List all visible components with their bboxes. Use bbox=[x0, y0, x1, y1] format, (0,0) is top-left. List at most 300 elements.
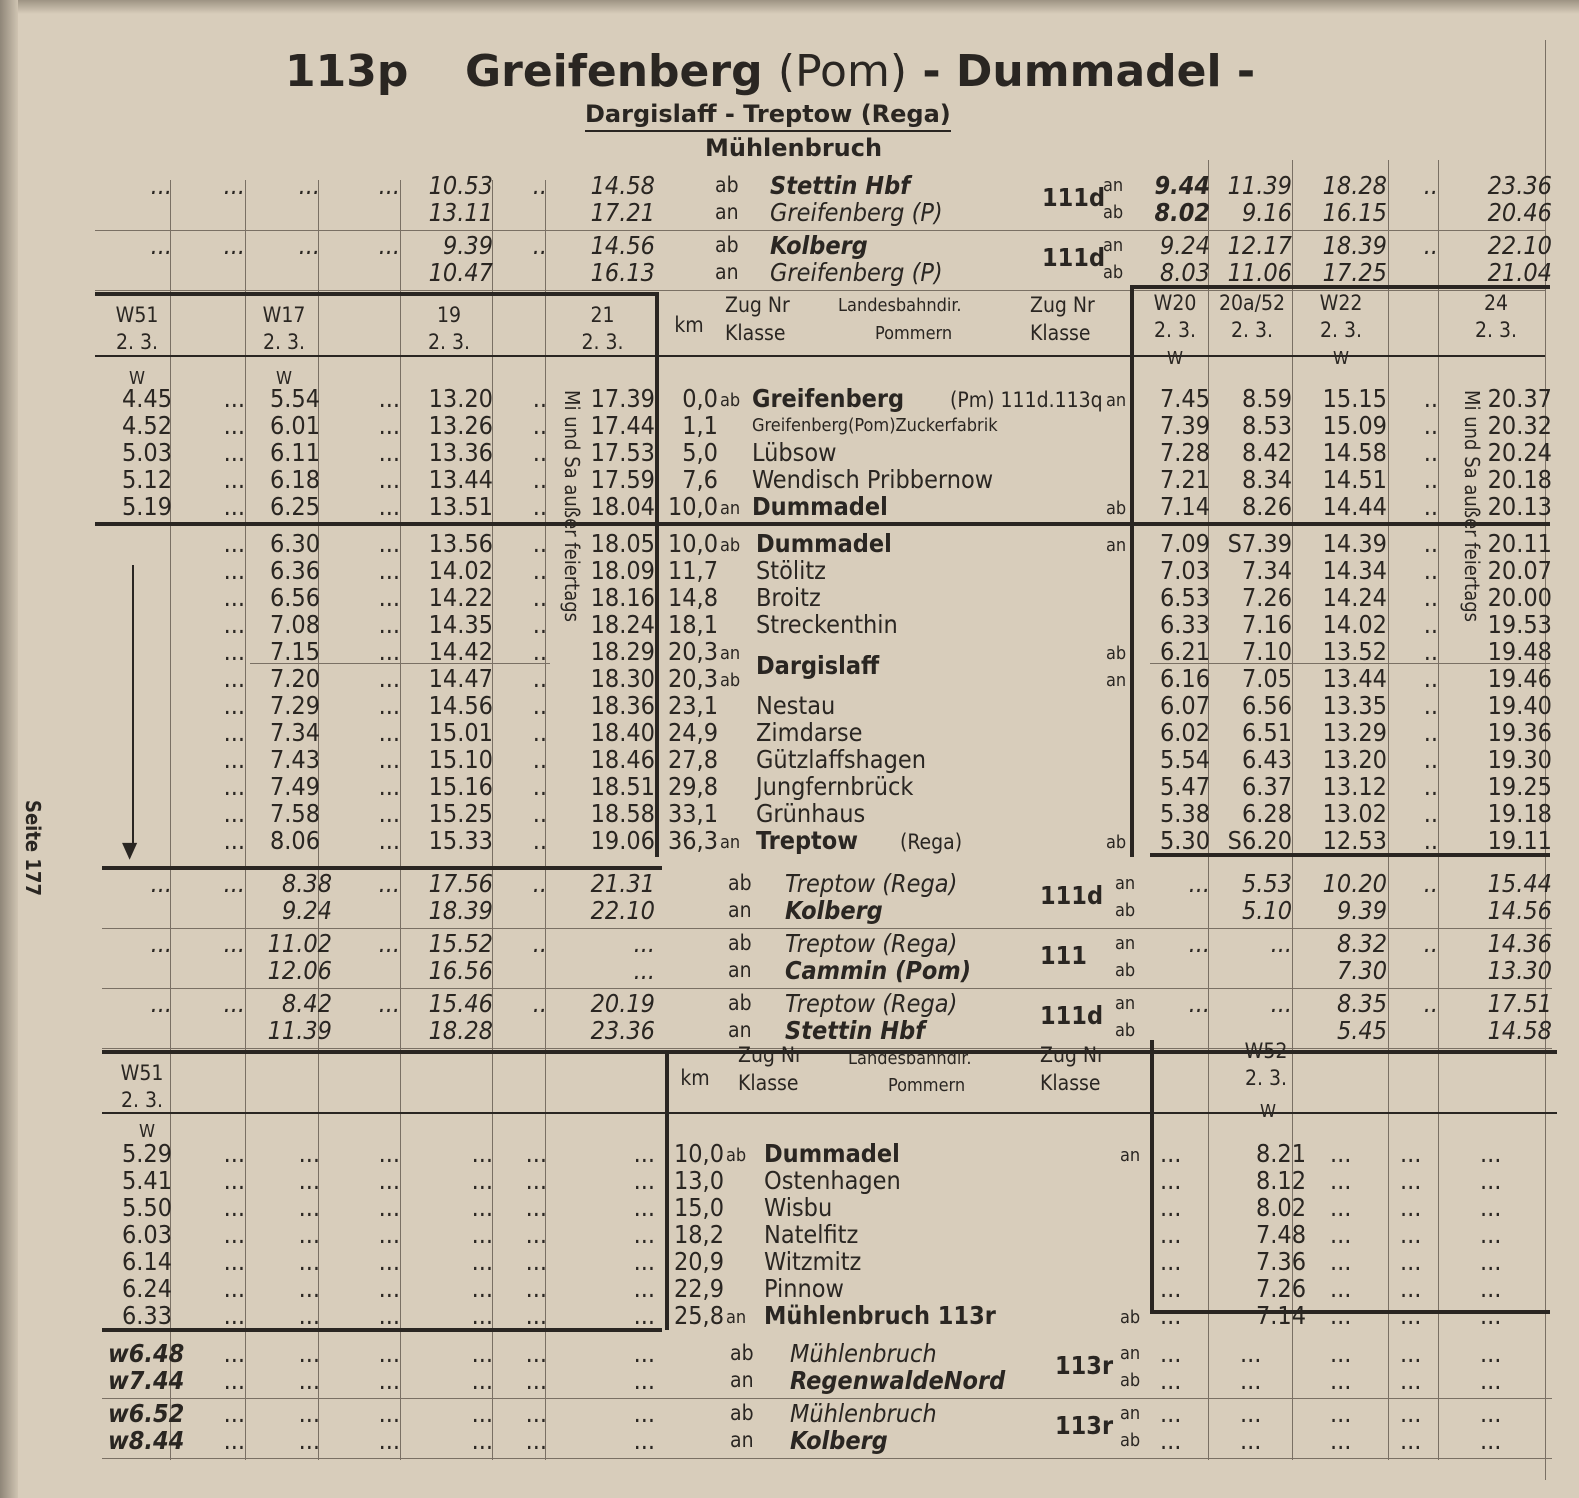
departure-time: 6.25 bbox=[269, 492, 320, 521]
departure-time: 6.16 bbox=[1159, 664, 1210, 693]
connection-time: ... bbox=[223, 989, 245, 1018]
departure-time: 17.44 bbox=[590, 411, 655, 440]
ab-an-label: an bbox=[1106, 535, 1127, 556]
connection-time: 9.39 10.47 bbox=[428, 231, 493, 287]
departure-time: 7.14 bbox=[1255, 1301, 1306, 1330]
departure-time: .. bbox=[532, 691, 547, 720]
station-dargislaff: Dargislaff bbox=[756, 651, 880, 680]
empty-dots: ... bbox=[525, 1193, 547, 1222]
departure-time: 15.15 bbox=[1322, 384, 1387, 413]
departure-time: ... bbox=[223, 465, 245, 494]
connection-time: 11.02 12.06 bbox=[267, 929, 332, 985]
connection-to: RegenwaldeNord bbox=[790, 1366, 1006, 1395]
departure-time: 14.34 bbox=[1322, 556, 1387, 585]
connection-time: ... bbox=[150, 869, 172, 898]
departure-time: .. bbox=[1423, 691, 1438, 720]
ab-label: ab bbox=[1103, 262, 1124, 283]
station-name: Zimdarse bbox=[756, 718, 863, 747]
an-label: an bbox=[715, 200, 739, 224]
empty-dots: ... ... bbox=[471, 1339, 493, 1395]
empty-dots: ... bbox=[378, 1220, 400, 1249]
km-value: 5,0 bbox=[682, 438, 718, 467]
zug-nr-label: Zug Nr bbox=[738, 1043, 803, 1067]
weekday-marker: W bbox=[138, 1121, 155, 1142]
departure-time: 19.18 bbox=[1487, 799, 1552, 828]
empty-dots: ... ... bbox=[1240, 1339, 1262, 1395]
departure-time: 4.52 bbox=[121, 411, 172, 440]
departure-time: 7.36 bbox=[1255, 1247, 1306, 1276]
empty-dots: ... ... bbox=[1480, 1339, 1502, 1395]
departure-time: 6.11 bbox=[269, 438, 320, 467]
empty-dots: ... bbox=[633, 1301, 655, 1330]
ab-label: ab bbox=[728, 931, 752, 955]
departure-time: ... bbox=[378, 492, 400, 521]
ab-an-label: ab bbox=[1120, 1307, 1141, 1328]
km-value: 23,1 bbox=[667, 691, 718, 720]
departure-time: ... bbox=[378, 529, 400, 558]
departure-time: 8.06 bbox=[269, 826, 320, 855]
ab-label: ab bbox=[715, 173, 739, 197]
departure-time: .. bbox=[1423, 583, 1438, 612]
departure-time: .. bbox=[1423, 465, 1438, 494]
departure-time: 5.41 bbox=[121, 1166, 172, 1195]
departure-time: 20.24 bbox=[1487, 438, 1552, 467]
departure-time: 7.20 bbox=[269, 664, 320, 693]
empty-dots: ... bbox=[471, 1166, 493, 1195]
km-value: 20,9 bbox=[673, 1247, 724, 1276]
an-label: an bbox=[728, 958, 752, 982]
departure-time: 13.36 bbox=[428, 438, 493, 467]
departure-time: ... bbox=[223, 772, 245, 801]
km-value: 24,9 bbox=[667, 718, 718, 747]
connection-time: 14.36 13.30 bbox=[1487, 929, 1552, 985]
departure-time: .. bbox=[1423, 826, 1438, 855]
departure-time: 15.10 bbox=[428, 745, 493, 774]
connection-from: Mühlenbruch bbox=[790, 1399, 937, 1428]
ab-an-label: ab bbox=[1106, 498, 1127, 519]
train-number: W20 2. 3. bbox=[1153, 291, 1197, 342]
empty-dots: ... bbox=[1400, 1301, 1422, 1330]
departure-time: 8.34 bbox=[1241, 465, 1292, 494]
departure-time: 6.56 bbox=[269, 583, 320, 612]
departure-time: 8.42 bbox=[1241, 438, 1292, 467]
arrow-down-icon: ▼ bbox=[122, 838, 138, 863]
departure-time: 18.24 bbox=[590, 610, 655, 639]
connection-time: 8.32 7.30 bbox=[1336, 929, 1387, 985]
departure-time: 7.14 bbox=[1159, 492, 1210, 521]
departure-time: 19.25 bbox=[1487, 772, 1552, 801]
station-extra: (Pm) 111d.113q bbox=[950, 388, 1103, 412]
departure-time: 13.02 bbox=[1322, 799, 1387, 828]
connection-time: ... bbox=[1188, 869, 1210, 898]
ab-label: ab bbox=[730, 1341, 754, 1365]
station-name: Grünhaus bbox=[756, 799, 866, 828]
departure-time: 17.39 bbox=[590, 384, 655, 413]
departure-time: .. bbox=[532, 826, 547, 855]
departure-time: ... bbox=[378, 556, 400, 585]
empty-dots: ... bbox=[1480, 1166, 1502, 1195]
departure-time: 14.02 bbox=[428, 556, 493, 585]
departure-time: 13.29 bbox=[1322, 718, 1387, 747]
departure-time: 20.11 bbox=[1487, 529, 1552, 558]
connection-route: 111d bbox=[1042, 183, 1106, 212]
rule-line bbox=[1150, 853, 1550, 857]
empty-dots: ... bbox=[378, 1139, 400, 1168]
connection-time: ... bbox=[223, 171, 245, 200]
connection-time: 21.31 22.10 bbox=[590, 869, 655, 925]
departure-time: 6.36 bbox=[269, 556, 320, 585]
connection-time: 8.38 9.24 bbox=[281, 869, 332, 925]
zug-nr-label: Zug Nr bbox=[1030, 293, 1095, 317]
zug-nr-label: Zug Nr bbox=[1040, 1043, 1105, 1067]
connection-route: 111d bbox=[1040, 1001, 1104, 1030]
departure-time: 19.36 bbox=[1487, 718, 1552, 747]
connection-time: ... bbox=[1188, 989, 1210, 1018]
empty-dots: ... bbox=[633, 1139, 655, 1168]
connection-time: .. bbox=[532, 231, 547, 260]
an-label: an bbox=[1120, 1343, 1141, 1364]
departure-time: 20.18 bbox=[1487, 465, 1552, 494]
connection-to: Greifenberg (P) bbox=[770, 258, 943, 287]
empty-dots: ... bbox=[633, 1166, 655, 1195]
empty-dots: ... bbox=[378, 1274, 400, 1303]
departure-time: 7.43 bbox=[269, 745, 320, 774]
weekday-marker: W bbox=[275, 368, 292, 389]
empty-dots: ... bbox=[633, 1220, 655, 1249]
departure-time: .. bbox=[1423, 799, 1438, 828]
connection-time: ... bbox=[150, 929, 172, 958]
km-value: 20,3 bbox=[667, 664, 718, 693]
departure-time: 17.53 bbox=[590, 438, 655, 467]
departure-time: 18.58 bbox=[590, 799, 655, 828]
departure-time: .. bbox=[532, 583, 547, 612]
subtitle-route: Dargislaff - Treptow (Rega) bbox=[585, 100, 951, 132]
departure-time: .. bbox=[532, 637, 547, 666]
scan-top-edge bbox=[0, 0, 1579, 14]
departure-time: 19.06 bbox=[590, 826, 655, 855]
train-number: W22 2. 3. bbox=[1319, 291, 1363, 342]
empty-dots: ... bbox=[1330, 1247, 1352, 1276]
empty-dots: ... bbox=[1400, 1220, 1422, 1249]
an-label: an bbox=[730, 1368, 754, 1392]
empty-dots: ... ... bbox=[1240, 1399, 1262, 1455]
departure-time: 6.30 bbox=[269, 529, 320, 558]
departure-time: 20.32 bbox=[1487, 411, 1552, 440]
departure-time: 18.40 bbox=[590, 718, 655, 747]
ab-an-label: an bbox=[720, 498, 741, 519]
title-end: - Dummadel - bbox=[922, 46, 1256, 97]
empty-dots: ... bbox=[471, 1274, 493, 1303]
connection-to: Cammin (Pom) bbox=[785, 956, 972, 985]
departure-time: 14.47 bbox=[428, 664, 493, 693]
departure-time: ... bbox=[223, 664, 245, 693]
departure-time: .. bbox=[532, 745, 547, 774]
departure-time: 14.22 bbox=[428, 583, 493, 612]
departure-time: ... bbox=[223, 745, 245, 774]
empty-dots: ... bbox=[298, 1166, 320, 1195]
departure-time: 7.39 bbox=[1159, 411, 1210, 440]
ab-label: ab bbox=[1103, 202, 1124, 223]
empty-dots: ... bbox=[633, 1193, 655, 1222]
an-label: an bbox=[1115, 933, 1136, 954]
connection-time: 22.10 21.04 bbox=[1487, 231, 1552, 287]
departure-time: .. bbox=[532, 718, 547, 747]
table-number: 113p bbox=[285, 46, 409, 97]
direction-label: Landesbahndir. bbox=[838, 295, 962, 316]
connection-time: .. bbox=[532, 929, 547, 958]
connection-from: Treptow (Rega) bbox=[785, 929, 958, 958]
departure-time: 7.16 bbox=[1241, 610, 1292, 639]
departure-time: 7.58 bbox=[269, 799, 320, 828]
empty-dots: ... ... bbox=[378, 1339, 400, 1395]
ab-an-label: an bbox=[720, 832, 741, 853]
station-extra: (Rega) bbox=[900, 830, 963, 854]
departure-time: ... bbox=[378, 465, 400, 494]
km-value: 33,1 bbox=[667, 799, 718, 828]
departure-time: 13.26 bbox=[428, 411, 493, 440]
departure-time: ... bbox=[223, 691, 245, 720]
connection-time: 5.53 5.10 bbox=[1241, 869, 1292, 925]
title-pom: (Pom) bbox=[777, 46, 907, 97]
an-label: an bbox=[728, 1018, 752, 1042]
ab-an-label: ab bbox=[720, 535, 741, 556]
empty-dots: ... bbox=[223, 1247, 245, 1276]
departure-time: 13.44 bbox=[1322, 664, 1387, 693]
train-number: 21 2. 3. bbox=[581, 303, 624, 354]
departure-time: 20.00 bbox=[1487, 583, 1552, 612]
departure-time: ... bbox=[223, 637, 245, 666]
departure-time: ... bbox=[223, 492, 245, 521]
departure-time: .. bbox=[532, 492, 547, 521]
station-name: Stölitz bbox=[756, 556, 826, 585]
ab-an-label: an bbox=[1106, 390, 1127, 411]
departure-time: 7.09 bbox=[1159, 529, 1210, 558]
departure-time: 8.02 bbox=[1255, 1193, 1306, 1222]
departure-time: 6.07 bbox=[1159, 691, 1210, 720]
departure-time: 6.21 bbox=[1159, 637, 1210, 666]
departure-time: 7.26 bbox=[1241, 583, 1292, 612]
empty-dots: ... bbox=[223, 1220, 245, 1249]
empty-dots: ... bbox=[1330, 1274, 1352, 1303]
km-value: 11,7 bbox=[667, 556, 718, 585]
departure-time: 20.37 bbox=[1487, 384, 1552, 413]
departure-time: .. bbox=[532, 465, 547, 494]
ab-an-label: an bbox=[1120, 1145, 1141, 1166]
empty-dots: ... bbox=[1160, 1193, 1182, 1222]
empty-dots: ... ... bbox=[1400, 1399, 1422, 1455]
departure-time: 13.35 bbox=[1322, 691, 1387, 720]
rule-line bbox=[250, 663, 550, 664]
departure-time: 15.16 bbox=[428, 772, 493, 801]
empty-dots: ... bbox=[1480, 1220, 1502, 1249]
column-rule bbox=[1150, 1040, 1154, 1312]
connection-route: 111 bbox=[1040, 941, 1087, 970]
connection-time: 17.56 18.39 bbox=[428, 869, 493, 925]
departure-time: ... bbox=[378, 384, 400, 413]
ab-an-label: an bbox=[1106, 670, 1127, 691]
connection-time: 18.28 16.15 bbox=[1322, 171, 1387, 227]
empty-dots: ... ... bbox=[1400, 1339, 1422, 1395]
connection-time: ... bbox=[378, 929, 400, 958]
direction-region: Pommern bbox=[875, 323, 953, 344]
km-value: 14,8 bbox=[667, 583, 718, 612]
empty-dots: ... bbox=[1400, 1139, 1422, 1168]
departure-time: 6.14 bbox=[121, 1247, 172, 1276]
connection-time: 11.39 9.16 bbox=[1227, 171, 1292, 227]
km-value: 22,9 bbox=[673, 1274, 724, 1303]
ab-label: ab bbox=[728, 991, 752, 1015]
train-number: 24 2. 3. bbox=[1474, 291, 1518, 342]
train-number: W51 2. 3. bbox=[120, 1061, 164, 1112]
departure-time: 5.29 bbox=[121, 1139, 172, 1168]
station-name: Dummadel bbox=[752, 492, 888, 521]
km-value: 7,6 bbox=[682, 465, 718, 494]
departure-time: ... bbox=[378, 583, 400, 612]
departure-time: 13.56 bbox=[428, 529, 493, 558]
departure-time: .. bbox=[532, 438, 547, 467]
departure-time: ... bbox=[223, 384, 245, 413]
km-value: 10,0 bbox=[667, 529, 718, 558]
connection-time: .. bbox=[1423, 869, 1438, 898]
connection-time: ... bbox=[1270, 929, 1292, 958]
empty-dots: ... ... bbox=[525, 1339, 547, 1395]
connection-time: ... bbox=[223, 231, 245, 260]
station-name: Dummadel bbox=[756, 529, 892, 558]
connection-to: Kolberg bbox=[790, 1426, 888, 1455]
empty-dots: ... bbox=[633, 1274, 655, 1303]
connection-time: ... bbox=[150, 171, 172, 200]
departure-time: .. bbox=[1423, 610, 1438, 639]
scan-left-edge bbox=[0, 0, 18, 1498]
departure-time: .. bbox=[1423, 492, 1438, 521]
ab-label: ab bbox=[715, 233, 739, 257]
departure-time: 5.12 bbox=[121, 465, 172, 494]
footnote-left: Mi und Sa außer feiertags bbox=[560, 390, 584, 623]
connection-time: 23.36 20.46 bbox=[1487, 171, 1552, 227]
departure-time: 13.44 bbox=[428, 465, 493, 494]
departure-time: 7.34 bbox=[1241, 556, 1292, 585]
empty-dots: ... bbox=[1480, 1139, 1502, 1168]
departure-time: ... bbox=[223, 799, 245, 828]
empty-dots: ... bbox=[1330, 1301, 1352, 1330]
departure-time: 20.13 bbox=[1487, 492, 1552, 521]
empty-dots: ... bbox=[1400, 1247, 1422, 1276]
departure-time: .. bbox=[1423, 745, 1438, 774]
an-label: an bbox=[728, 898, 752, 922]
connection-route: 113r bbox=[1055, 1351, 1114, 1380]
departure-time: .. bbox=[532, 664, 547, 693]
empty-dots: ... ... bbox=[1330, 1339, 1352, 1395]
station-name: Lübsow bbox=[752, 438, 837, 467]
empty-dots: ... bbox=[298, 1193, 320, 1222]
departure-time: 6.43 bbox=[1241, 745, 1292, 774]
connection-time: ... bbox=[378, 171, 400, 200]
connection-time: 8.35 5.45 bbox=[1336, 989, 1387, 1045]
station-name: Greifenberg(Pom)Zuckerfabrik bbox=[752, 415, 998, 436]
connection-time: 10.53 13.11 bbox=[428, 171, 493, 227]
departure-time: 18.16 bbox=[590, 583, 655, 612]
departure-time: 7.28 bbox=[1159, 438, 1210, 467]
departure-time: .. bbox=[1423, 556, 1438, 585]
departure-time: ... bbox=[223, 411, 245, 440]
rule-line bbox=[102, 1458, 1552, 1459]
empty-dots: ... bbox=[298, 1274, 320, 1303]
connection-time: ... bbox=[223, 869, 245, 898]
departure-time: .. bbox=[532, 610, 547, 639]
empty-dots: ... ... bbox=[525, 1399, 547, 1455]
connection-time: 17.51 14.58 bbox=[1487, 989, 1552, 1045]
station-name: Wisbu bbox=[764, 1193, 833, 1222]
an-label: an bbox=[1103, 175, 1124, 196]
departure-time: .. bbox=[1423, 438, 1438, 467]
connection-time: w6.52 w8.44 bbox=[108, 1399, 185, 1455]
departure-time: 15.25 bbox=[428, 799, 493, 828]
departure-time: 6.03 bbox=[121, 1220, 172, 1249]
train-number: W52 2. 3. bbox=[1244, 1039, 1288, 1090]
departure-time: 18.36 bbox=[590, 691, 655, 720]
departure-time: 6.33 bbox=[121, 1301, 172, 1330]
departure-time: ... bbox=[223, 583, 245, 612]
departure-time: 20.07 bbox=[1487, 556, 1552, 585]
departure-time: .. bbox=[1423, 718, 1438, 747]
connection-time: 14.56 16.13 bbox=[590, 231, 655, 287]
klasse-label: Klasse bbox=[1040, 1071, 1101, 1095]
departure-time: ... bbox=[378, 745, 400, 774]
departure-time: 13.20 bbox=[1322, 745, 1387, 774]
ab-label: ab bbox=[1120, 1430, 1141, 1451]
empty-dots: ... bbox=[525, 1139, 547, 1168]
direction-label: Landesbahndir. bbox=[848, 1048, 972, 1069]
departure-time: .. bbox=[1423, 637, 1438, 666]
departure-time: 6.02 bbox=[1159, 718, 1210, 747]
connection-to: Greifenberg (P) bbox=[770, 198, 943, 227]
station-name: Streckenthin bbox=[756, 610, 898, 639]
ab-label: ab bbox=[1120, 1370, 1141, 1391]
departure-time: 19.48 bbox=[1487, 637, 1552, 666]
km-value: 20,3 bbox=[667, 637, 718, 666]
empty-dots: ... bbox=[1160, 1166, 1182, 1195]
empty-dots: ... ... bbox=[633, 1339, 655, 1395]
station-name: Gützlaffshagen bbox=[756, 745, 926, 774]
connection-from: Mühlenbruch bbox=[790, 1339, 937, 1368]
departure-time: 8.12 bbox=[1255, 1166, 1306, 1195]
departure-time: 5.54 bbox=[269, 384, 320, 413]
departure-time: 19.11 bbox=[1487, 826, 1552, 855]
km-value: 0,0 bbox=[682, 384, 718, 413]
departure-time: 5.47 bbox=[1159, 772, 1210, 801]
departure-time: 6.33 bbox=[1159, 610, 1210, 639]
departure-time: ... bbox=[378, 718, 400, 747]
connection-time: ... bbox=[150, 989, 172, 1018]
page-reference: Seite 177 bbox=[21, 800, 45, 896]
connection-time: 15.46 18.28 bbox=[428, 989, 493, 1045]
departure-time: 7.29 bbox=[269, 691, 320, 720]
connection-to: Stettin Hbf bbox=[785, 1016, 925, 1045]
departure-time: ... bbox=[378, 691, 400, 720]
departure-time: .. bbox=[1423, 664, 1438, 693]
empty-dots: ... bbox=[223, 1274, 245, 1303]
ab-an-label: ab bbox=[720, 670, 741, 691]
departure-time: .. bbox=[1423, 384, 1438, 413]
departure-time: .. bbox=[532, 772, 547, 801]
connection-to: Kolberg bbox=[785, 896, 883, 925]
departure-time: S6.20 bbox=[1227, 826, 1292, 855]
station-name: Witzmitz bbox=[764, 1247, 862, 1276]
connection-time: 12.17 11.06 bbox=[1227, 231, 1292, 287]
title-text bbox=[465, 46, 1255, 97]
empty-dots: ... bbox=[223, 1139, 245, 1168]
connection-time: ... bbox=[1188, 929, 1210, 958]
